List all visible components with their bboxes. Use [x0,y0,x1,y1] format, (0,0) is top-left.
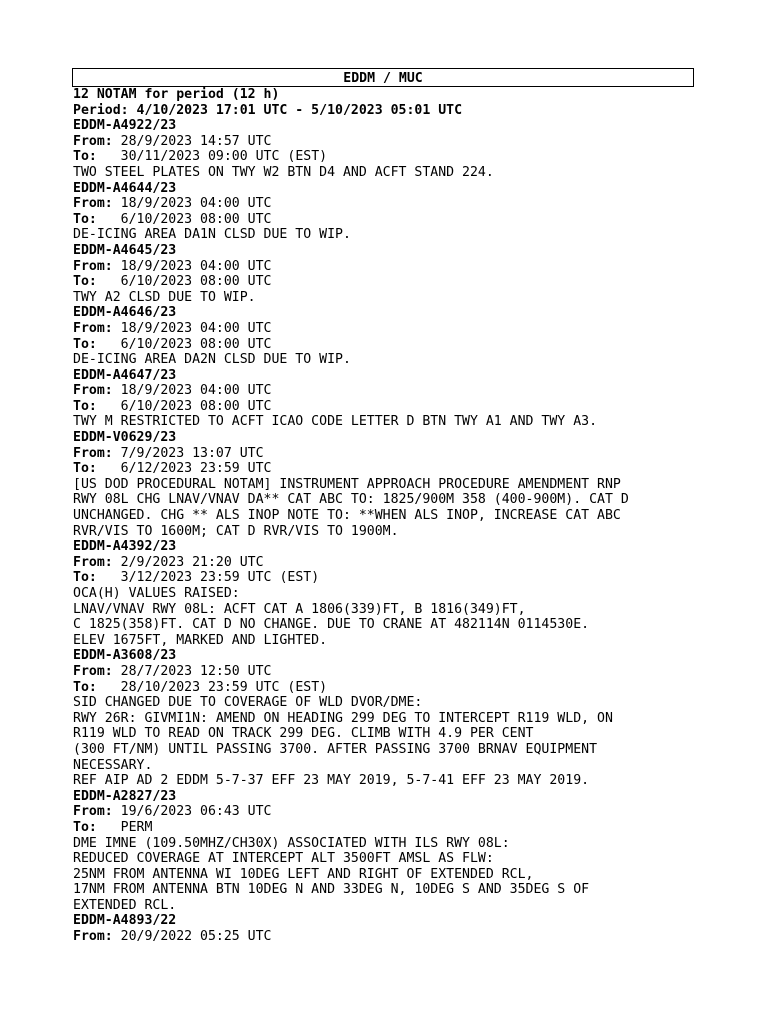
notam-document [73,68,698,945]
notam-from [73,804,698,820]
notam-text-line: SID CHANGED DUE TO COVERAGE OF WLD DVOR/DME: [73,695,423,711]
notam-from-label: From: [73,258,113,274]
notam-from-value: 28/9/2023 14:57 UTC [112,133,272,149]
notam-to-label: To: [73,570,97,586]
notam-from-label: From: [73,383,113,399]
notam-entry [73,118,698,180]
notam-from [73,664,698,680]
airport-header: EDDM / MUC [72,68,694,87]
notam-from-label: From: [73,133,113,149]
notam-text-line: OCA(H) VALUES RAISED: [73,586,240,601]
notam-to-label: To: [73,398,97,414]
notam-text-line: TWY A2 CLSD DUE TO WIP. [73,289,256,305]
notam-text-line: (300 FT/NM) UNTIL PASSING 3700. AFTER PASSING 3700 BRNAV EQUIPMENT [73,741,598,757]
notam-to [73,399,698,415]
notam-text-line: ELEV 1675FT, MARKED AND LIGHTED. [73,632,328,648]
notam-text-line: EXTENDED RCL. [73,897,177,913]
notam-entry [73,648,698,788]
notam-text-line: TWY M RESTRICTED TO ACFT ICAO CODE LETTER D BTN TWY A1 AND TWY A3. [73,414,598,430]
notam-to-label: To: [73,679,97,695]
notam-text-line: DE-ICING AREA DA1N CLSD DUE TO WIP. [73,227,351,243]
notam-text-line: REDUCED COVERAGE AT INTERCEPT ALT 3500FT AMSL AS FLW: [73,851,494,867]
notam-to-label: To: [73,336,97,352]
notam-id: EDDM-A2827/23 [73,788,177,804]
notam-text-line: DE-ICING AREA DA2N CLSD DUE TO WIP. [73,352,351,368]
notam-from [73,383,698,399]
notam-id: EDDM-A4893/22 [73,913,177,929]
notam-text-line: 17NM FROM ANTENNA BTN 10DEG N AND 33DEG N, 10DEG S AND 35DEG S OF [73,882,590,898]
notam-from-value: 18/9/2023 04:00 UTC [112,258,272,274]
notam-text-line: [US DOD PROCEDURAL NOTAM] INSTRUMENT APPROACH PROCEDURE AMENDMENT RNP [73,476,621,492]
notam-id: EDDM-A4644/23 [73,180,177,196]
notam-from [73,929,698,945]
notam-entry [73,539,698,648]
notam-to [73,680,698,696]
notam-to-value: 28/10/2023 23:59 UTC (EST) [96,679,328,695]
notam-from [73,259,698,275]
notam-id: EDDM-V0629/23 [73,430,177,446]
notam-text-line: DME IMNE (109.50MHZ/CH30X) ASSOCIATED WITH ILS RWY 08L: [73,835,510,851]
notam-to [73,337,698,353]
notam-to-value: 6/10/2023 08:00 UTC [96,398,272,414]
notam-text-line: R119 WLD TO READ ON TRACK 299 DEG. CLIMB WITH 4.9 PER CENT [73,726,534,742]
notam-from-value: 19/6/2023 06:43 UTC [112,804,272,820]
notam-text-line: RVR/VIS TO 1600M; CAT D RVR/VIS TO 1900M. [73,523,399,539]
notam-from [73,446,698,462]
notam-text-line: NECESSARY. [73,757,153,773]
notam-to [73,461,698,477]
notam-to-value: 6/12/2023 23:59 UTC [96,461,272,477]
notam-text-line: REF AIP AD 2 EDDM 5-7-37 EFF 23 MAY 2019, 5-7-41 EFF 23 MAY 2019. [73,773,590,789]
notam-to-label: To: [73,211,97,227]
notam-entry [73,368,698,430]
notam-from [73,196,698,212]
notam-to-value: 6/10/2023 08:00 UTC [96,336,272,352]
notam-from-label: From: [73,445,113,461]
notam-from [73,134,698,150]
notam-to-value: 30/11/2023 09:00 UTC (EST) [96,149,328,165]
notam-text-line: UNCHANGED. CHG ** ALS INOP NOTE TO: **WHEN ALS INOP, INCREASE CAT ABC [73,508,621,524]
notam-text-line: TWO STEEL PLATES ON TWY W2 BTN D4 AND ACFT STAND 224. [73,164,494,180]
notam-from-label: From: [73,196,113,212]
notam-text-line: LNAV/VNAV RWY 08L: ACFT CAT A 1806(339)FT, B 1816(349)FT, [73,601,526,617]
notam-id: EDDM-A3608/23 [73,648,177,664]
notam-text-line: 25NM FROM ANTENNA WI 10DEG LEFT AND RIGHT OF EXTENDED RCL, [73,866,534,882]
notam-id: EDDM-A4647/23 [73,367,177,383]
notam-entry [73,789,698,914]
period-line: Period: 4/10/2023 17:01 UTC - 5/10/2023 05:01 UTC [73,102,463,118]
notam-text-line: RWY 08L CHG LNAV/VNAV DA** CAT ABC TO: 1825/900M 358 (400-900M). CAT D [73,492,629,508]
notam-from [73,555,698,571]
notam-id: EDDM-A4922/23 [73,118,177,134]
notam-from-label: From: [73,929,113,945]
notam-from-value: 20/9/2022 05:25 UTC [112,929,272,945]
notam-entry [73,181,698,243]
notam-to [73,274,698,290]
notam-from-label: From: [73,804,113,820]
notam-from-label: From: [73,320,113,336]
notam-text-line: RWY 26R: GIVMI1N: AMEND ON HEADING 299 DEG TO INTERCEPT R119 WLD, ON [73,710,613,726]
notam-from-value: 18/9/2023 04:00 UTC [112,320,272,336]
notam-from-value: 2/9/2023 21:20 UTC [112,554,264,570]
notam-id: EDDM-A4646/23 [73,305,177,321]
notam-to-label: To: [73,461,97,477]
notam-to [73,212,698,228]
notam-to-label: To: [73,819,97,835]
notam-id: EDDM-A4645/23 [73,242,177,258]
notam-entry [73,430,698,539]
notam-to [73,820,698,836]
notam-to [73,149,698,165]
notam-entry [73,243,698,305]
notam-count: 12 NOTAM for period (12 h) [73,87,280,102]
notam-to [73,570,698,586]
notam-to-value: PERM [96,819,153,835]
notam-to-label: To: [73,149,97,165]
notam-entry [73,913,698,944]
notam-from-label: From: [73,663,113,679]
notam-text-line: C 1825(358)FT. CAT D NO CHANGE. DUE TO CRANE AT 482114N 0114530E. [73,617,590,633]
notam-from-value: 18/9/2023 04:00 UTC [112,383,272,399]
notam-from-label: From: [73,554,113,570]
notam-from-value: 28/7/2023 12:50 UTC [112,663,272,679]
notam-id: EDDM-A4392/23 [73,539,177,555]
notam-from [73,321,698,337]
notam-from-value: 18/9/2023 04:00 UTC [112,196,272,212]
notam-to-value: 6/10/2023 08:00 UTC [96,274,272,290]
notam-from-value: 7/9/2023 13:07 UTC [112,445,264,461]
notam-to-value: 6/10/2023 08:00 UTC [96,211,272,227]
notam-to-label: To: [73,274,97,290]
notam-entry [73,305,698,367]
notam-to-value: 3/12/2023 23:59 UTC (EST) [96,570,320,586]
notam-list [73,118,698,944]
